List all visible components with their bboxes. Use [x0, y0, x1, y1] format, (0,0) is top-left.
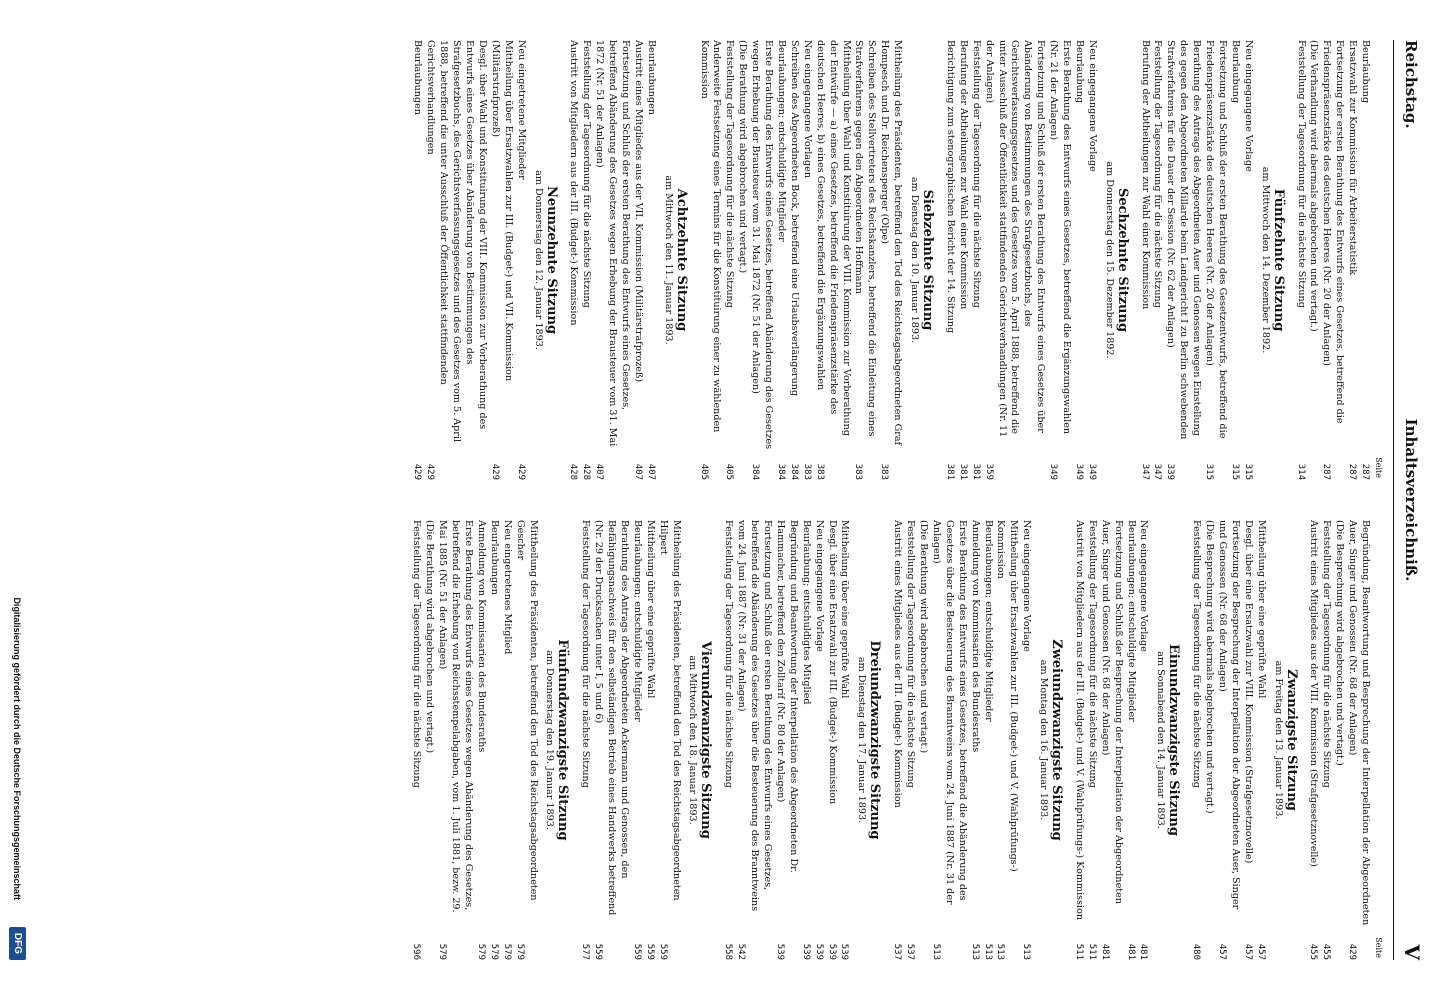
entry-page: 513: [995, 943, 1006, 960]
entry-page: 429: [1347, 943, 1358, 960]
entry-page: 513: [969, 943, 980, 960]
toc-entry: [969, 40, 982, 480]
entry-page: 596: [411, 943, 422, 960]
section-date: am Freitag den 13. Januar 1893.: [1272, 660, 1284, 820]
entry-text: Beurlaubungen: [488, 520, 500, 595]
entry-page: 539: [839, 943, 850, 960]
page-header: [1393, 40, 1424, 960]
toc-entry: [929, 520, 968, 960]
entry-text: Neu eingetretenes Mitglied: [501, 520, 513, 655]
toc-entry: [579, 40, 592, 480]
entry-page: 349: [1073, 463, 1084, 480]
toc-entry: [1202, 520, 1215, 960]
toc-entry: [1241, 520, 1254, 960]
section-date: am Dienstag den 17. Januar 1893.: [856, 656, 868, 824]
entry-text: Berathung des Antrags der Abgeordneten Ackermann und Genossen, den Befähigungsnachweis für den selbständigen Betrieb eines Handwerks betreffend (Nr. 29 der Drucksachen unter I, 5 und 6): [593, 520, 630, 916]
toc-entry: [774, 40, 787, 480]
toc-entry: [1319, 520, 1332, 960]
entry-page: 513: [930, 943, 941, 960]
entry-page: 287: [1321, 463, 1332, 480]
digitization-footer: [6, 40, 26, 960]
toc-entry: [813, 40, 852, 480]
toc-entry: [1215, 520, 1241, 960]
toc-column-right: [409, 520, 1384, 960]
toc-entry: [825, 520, 838, 960]
entry-text: Fortsetzung und Schluß der ersten Berathung des Gesetzentwurfs, betreffend die Friedenspräsenzstärke des deutschen Heeres (Nr. 20 der Anlagen): [1204, 40, 1229, 439]
entry-page: 511: [1086, 943, 1097, 960]
toc-entry: [1345, 520, 1371, 960]
entry-page: 455: [1321, 943, 1332, 960]
toc-entry: [1072, 40, 1085, 480]
entry-page: 579: [437, 943, 448, 960]
section-heading: Fünfzehnte Sitzung: [1270, 188, 1286, 332]
entry-page: 428: [581, 463, 592, 480]
entry-text: (Die Berathung wird abgebrochen und vertagt.): [737, 40, 749, 274]
entry-page: 457: [1242, 943, 1253, 960]
toc-entry: [773, 520, 799, 960]
entry-page: 559: [644, 943, 655, 960]
entry-text: Anmeldung von Kommissarien des Bundesraths: [475, 520, 487, 753]
toc-entry: [721, 520, 734, 960]
toc-entry: [1241, 40, 1254, 480]
toc-entry: [1254, 520, 1267, 960]
entry-page: 381: [957, 463, 968, 480]
entry-text: Mittheilung über eine geprüfte Wahl: [839, 520, 851, 699]
section-date: am Dienstag den 10. Januar 1893.: [909, 176, 921, 344]
toc-entry: [734, 520, 773, 960]
entry-page: 287: [1360, 463, 1371, 480]
entry-text: Erste Berathung des Entwurfs eines Gesetzes, betreffend die Ergänzungswahlen (Nr. 21 der Anlagen): [1048, 40, 1073, 435]
section-heading: Vierundzwanzigste Sitzung: [698, 641, 714, 839]
entry-text: Feststellung der Tagesordnung für die nächste Sitzung: [724, 40, 736, 308]
entry-page: 383: [879, 463, 890, 480]
header-left: Reichstag.: [1402, 40, 1420, 129]
entry-text: Feststellung der Tagesordnung für die nächste Sitzung: [1321, 520, 1333, 788]
toc-entry: [435, 520, 474, 960]
entry-text: Mittheilung über eine geprüfte Wahl: [644, 520, 656, 699]
section-date: am Mittwoch den 14. Dezember 1892.: [1259, 166, 1271, 354]
footer-text: Digitalisierung gefördert durch die Deutsche Forschungsgemeinschaft: [12, 597, 22, 900]
entry-page: 429: [489, 463, 500, 480]
toc-entry: [903, 520, 916, 960]
section-date: am Mittwoch den 11. Januar 1893.: [662, 175, 674, 345]
entry-page: 455: [1308, 943, 1319, 960]
entry-text: (Die Berathung wird abgebrochen und vertagt.): [424, 520, 436, 754]
toc-entry: [1098, 520, 1124, 960]
entry-text: Beurlaubung: [1360, 40, 1372, 104]
toc-entry: [513, 520, 539, 960]
entry-page: 339: [1165, 463, 1176, 480]
toc-entry: [735, 40, 748, 480]
toc-entry: [1332, 520, 1345, 960]
entry-page: 349: [1086, 463, 1097, 480]
entry-text: Austritt eines Mitgliedes aus der VIII. Kommission (Strafgesetznovelle): [1308, 520, 1320, 867]
entry-text: Fortsetzung der Besprechung der Interpellation der Abgeordneten Auer, Singer und Genossen (Nr. 68 der Anlagen): [1217, 520, 1241, 910]
entry-text: Erste Berathung des Entwurfs eines Gesetzes wegen Abänderung des Gesetzes, betreffend die Erhebung von Reichsstempelabgaben, vom 1. Juli 1881, bezw. 29. Mai 1885 (Nr. 51 der Anlagen): [437, 520, 474, 913]
entry-page: 579: [514, 943, 525, 960]
section-date: am Donnerstag den 19. Januar 1893.: [544, 650, 556, 830]
entry-text: Beurlaubungen: [412, 40, 424, 115]
toc-entry: [656, 520, 682, 960]
entry-text: Beurlaubung; entschuldigtes Mitglied: [800, 520, 812, 705]
toc-entry: [411, 40, 424, 480]
entry-text: Fortsetzung und Schluß der ersten Berathung des Entwurfs eines Gesetzes über Abänderung von Bestimmungen des Strafgesetzbuchs, des Gerichtsverfassungsgesetzes und des Gesetzes vom 5. April 1888, betreffend die unter Ausschluß der Öffentlichkeit stattfindenden Gerichtsverhandlungen (Nr. 11 der Anlagen): [983, 40, 1047, 438]
section-heading: Siebzehnte Sitzung: [920, 189, 935, 331]
entry-text: Schreiben des Stellvertreters des Reichskanzlers, betreffend die Einleitung eines Strafverfahrens gegen den Abgeordneten Hoffmann: [853, 40, 878, 437]
page-number: V: [1400, 944, 1424, 960]
entry-page: 405: [724, 463, 735, 480]
entry-text: Anmeldung von Kommissarien des Bundesraths: [969, 520, 981, 753]
entry-page: 481: [1099, 943, 1110, 960]
section-date: am Sonnabend den 14. Januar 1893.: [1155, 651, 1167, 829]
entry-text: Neu eingegangene Vorlage: [1242, 40, 1254, 172]
entry-text: Beurlaubungen: [645, 40, 657, 115]
toc-entry: [422, 520, 435, 960]
entry-page: 559: [593, 943, 604, 960]
entry-text: Beurlaubung: [1073, 40, 1085, 104]
entry-page: 559: [631, 943, 642, 960]
toc-entry: [994, 520, 1020, 960]
entry-page: 349: [1048, 463, 1059, 480]
section-heading: Achtzehnte Sitzung: [673, 188, 689, 332]
entry-page: 481: [1138, 943, 1149, 960]
toc-entry: [630, 520, 643, 960]
toc-entry: [916, 520, 929, 960]
entry-text: Feststellung der Tagesordnung für die nächste Sitzung: [1086, 520, 1098, 788]
toc-entry: [592, 40, 631, 480]
toc-entry: [1164, 40, 1203, 480]
entry-page: 429: [412, 463, 423, 480]
entry-text: Austritt von Mitgliedern aus der III. (Budget-) Kommission: [568, 40, 580, 326]
entry-text: Beurlaubungen; entschuldigte Mitglieder: [982, 520, 994, 722]
entry-text: Desgl. über eine Ersatzwahl zur VIII. Kommission (Strafgesetznovelle): [1242, 520, 1254, 864]
toc-entry: [1124, 520, 1137, 960]
entry-text: (Die Besprechung wird abgebrochen und vertagt.): [1334, 520, 1346, 766]
entry-text: Feststellung der Tagesordnung für die nächste Sitzung: [905, 520, 917, 788]
seite-label: Seite: [1374, 937, 1383, 958]
entry-page: 457: [1255, 943, 1266, 960]
entry-text: Fortsetzung und Schluß der ersten Berathung des Entwurfs eines Gesetzes, betreffend Abänderung des Gesetzes wegen Erhebung der Brausteuer vom 31. Mai 1872 (Nr. 51 der Anlagen): [594, 40, 632, 447]
toc-entry: [1137, 520, 1150, 960]
entry-text: Begründung, Beantwortung und Besprechung der Interpellation der Abgeordneten Auer, Singer und Genossen (Nr. 68 der Anlagen): [1347, 520, 1372, 926]
toc-entry: [1202, 40, 1228, 480]
toc-column-left: [411, 40, 1384, 480]
toc-entry: [697, 40, 723, 480]
entry-text: Austritt eines Mitgliedes aus der VII. Kommission (Militärstrafprozeß): [632, 40, 644, 383]
entry-page: 384: [776, 463, 787, 480]
toc-entry: [1307, 520, 1320, 960]
entry-text: Berufung der Abtheilungen zur Wahl einer Kommission: [1139, 40, 1151, 310]
entry-page: 407: [645, 463, 656, 480]
entry-page: 537: [905, 943, 916, 960]
toc-entry: [1138, 40, 1151, 480]
toc-entry: [787, 40, 800, 480]
toc-entry: [488, 40, 514, 480]
toc-entry: [500, 520, 513, 960]
section-heading: Sechzehnte Sitzung: [1114, 187, 1130, 333]
entry-text: Fortsetzung der ersten Berathung des Entwurfs eines Gesetzes, betreffend die Friedenspräsenzstärke des deutschen Heeres (Nr. 20 der Anlagen): [1321, 40, 1346, 424]
entry-page: 381: [970, 463, 981, 480]
entry-page: 315: [1204, 463, 1215, 480]
entry-text: Austritt von Mitgliedern aus der III. (Budget-) und V. (Wahlprüfungs-) Kommission: [1073, 520, 1085, 921]
entry-page: 429: [515, 463, 526, 480]
entry-text: Mittheilung über eine geprüfte Wahl: [1255, 520, 1267, 699]
toc-entry: [1189, 520, 1202, 960]
entry-text: Austritt eines Mitgliedes aus der III. (Budget-) Kommission: [892, 520, 904, 808]
toc-entry: [943, 40, 956, 480]
entry-page: 383: [814, 463, 825, 480]
toc-entry: [800, 40, 813, 480]
section-date: am Montag den 16. Januar 1893.: [1038, 659, 1050, 821]
toc-entry: [723, 40, 736, 480]
toc-entry: [1294, 40, 1307, 480]
rotated-page: [12, 0, 1432, 1000]
section-heading: Neunzehnte Sitzung: [543, 185, 559, 335]
entry-page: 577: [580, 943, 591, 960]
entry-page: 579: [501, 943, 512, 960]
entry-page: 558: [723, 943, 734, 960]
entry-page: 429: [425, 463, 436, 480]
entry-text: Anderweite Festsetzung eines Termins für die Konstituirung einer zu wählenden Kommission: [698, 40, 723, 433]
entry-page: 428: [568, 463, 579, 480]
entry-text: Mittheilung über Wahl und Konstituirung der VIII. Kommission zur Vorberathung der Entwürfe — a) eines Gesetzes, betreffend die Friedenspräsenzstärke des deutschen Heeres, b) eines Gesetzes, betreffend die Ergänzungswahlen: [814, 40, 852, 436]
toc-entry: [631, 40, 644, 480]
seite-label: Seite: [1374, 457, 1383, 478]
entry-text: Feststellung der Tagesordnung für die nächste Sitzung: [1191, 520, 1203, 788]
entry-text: Berathung des Antrags des Abgeordneten Auer und Genossen wegen Einstellung des gegen den Abgeordneten Millarde beim Landgericht I zu Berlin schwebenden Strafverfahrens für die Dauer der Session (Nr. 62 der Anlagen): [1165, 40, 1203, 440]
toc-entry: [643, 520, 656, 960]
toc-entry: [968, 520, 981, 960]
toc-entry: [1151, 40, 1164, 480]
entry-text: Beurlaubung: [1229, 40, 1241, 104]
entry-text: Begründung und Beantwortung der Interpellation des Abgeordneten Dr. Hammacher, betreffend den Zolltarif (Nr. 80 der Anlagen): [774, 520, 799, 873]
entry-text: Mittheilung des Präsidenten, betreffend den Tod des Reichstagsabgeordneten Graf Hompesch und Dr. Reichensperger (Olpe): [879, 40, 904, 446]
toc-entry: [487, 520, 500, 960]
entry-text: Feststellung der Tagesordnung für die nächste Sitzung: [411, 520, 423, 788]
section-heading: Fünfundzwanzigste Sitzung: [555, 639, 571, 841]
entry-text: (Die Besprechung wird abermals abgebrochen und vertagt.): [1204, 520, 1216, 814]
entry-page: 287: [1347, 463, 1358, 480]
entry-text: Berichtigung zum stenographischen Bericht der 14. Sitzung: [944, 40, 956, 334]
entry-text: Feststellung der Tagesordnung für die nächste Sitzung: [580, 520, 592, 788]
toc-entry: [1019, 520, 1032, 960]
toc-entry: [409, 520, 422, 960]
toc-entry: [591, 520, 630, 960]
entry-page: 315: [1242, 463, 1253, 480]
entry-page: 539: [813, 943, 824, 960]
entry-text: (Die Berathung wird abgebrochen und vertagt.): [918, 520, 929, 754]
toc-entry: [567, 40, 580, 480]
entry-text: (Die Verhandlung wird abermals abgebrochen und vertagt.): [1308, 40, 1320, 332]
toc-entry: [982, 40, 1047, 480]
entry-text: Beurlaubungen; entschuldigte Mitglieder: [776, 40, 788, 242]
entry-text: Feststellung der Tagesordnung für die nächste Sitzung: [1152, 40, 1164, 308]
entry-text: Desgl. über Wahl und Konstituirung der VIII. Kommission zur Vorberathung des Entwurfs eines Gesetzes über Abänderung von Bestimmungen des Strafgesetzbuchs, des Gerichtsverfassungsgesetzes und des Gesetzes vom 5. April 1888, betreffend die unter Ausschluß der Öffentlichkeit stattfindenden Gerichtsverhandlungen: [425, 40, 488, 443]
toc-entry: [799, 520, 812, 960]
toc-entry: [1319, 40, 1345, 480]
toc-entry: [981, 520, 994, 960]
entry-text: Mittheilung des Präsidenten, betreffend den Tod des Reichstagsabgeordneten Hilpert: [657, 520, 682, 901]
entry-page: 407: [632, 463, 643, 480]
entry-text: Neu eingegangene Vorlage: [813, 520, 825, 652]
entry-page: 539: [774, 943, 785, 960]
section-date: am Donnerstag den 12. Januar 1893.: [532, 170, 544, 350]
entry-text: Neu eingetretene Mitglieder: [515, 40, 527, 180]
entry-page: 480: [1191, 943, 1202, 960]
toc-entry: [812, 520, 825, 960]
entry-page: 542: [736, 943, 747, 960]
entry-text: Mittheilung des Präsidenten, betreffend den Tod des Reichstagsabgeordneten Gescher: [514, 520, 539, 901]
entry-page: 384: [750, 463, 761, 480]
entry-page: 579: [488, 943, 499, 960]
entry-page: 347: [1139, 463, 1150, 480]
toc-entry: [852, 40, 878, 480]
toc-entry: [644, 40, 657, 480]
entry-page: 381: [944, 463, 955, 480]
toc-entry: [1085, 520, 1098, 960]
toc-entry: [877, 40, 903, 480]
entry-text: Neu eingegangene Vorlage: [1138, 520, 1150, 652]
entry-page: 383: [801, 463, 812, 480]
entry-page: 347: [1152, 463, 1163, 480]
dfg-logo: DFG: [9, 927, 26, 960]
entry-text: Erste Berathung des Entwurfs eines Gesetzes, betreffend die Abänderung des Gesetzes über die Besteuerung des Branntweins vom 24. Juni 1887 (Nr. 31 der Anlagen): [930, 520, 968, 905]
section-heading: Zweiundzwanzigste Sitzung: [1049, 639, 1065, 841]
entry-page: 407: [594, 463, 605, 480]
entry-page: 579: [475, 943, 486, 960]
section-heading: Zwanzigste Sitzung: [1283, 669, 1299, 811]
entry-text: Mittheilung über Ersatzwahlen zur III. (Budget-) und VII. Kommission (Militärstrafprozeß): [489, 40, 514, 382]
entry-page: 559: [657, 943, 668, 960]
entry-text: Neu eingegangene Vorlage: [1021, 520, 1033, 652]
toc-entry: [956, 40, 969, 480]
toc-entry: [1345, 40, 1358, 480]
entry-text: Feststellung der Tagesordnung für die nächste Sitzung: [723, 520, 735, 788]
entry-text: Neu eingegangene Vorlage: [1086, 40, 1098, 172]
toc-entry: [838, 520, 851, 960]
entry-page: 314: [1295, 463, 1306, 480]
header-title: Inhaltsverzeichniß.: [1402, 418, 1420, 582]
entry-text: Beurlaubungen; entschuldigte Mitglieder: [631, 520, 643, 722]
entry-page: 513: [1021, 943, 1032, 960]
toc-entry: [1046, 40, 1072, 480]
entry-text: Schreiben des Abgeordneten Bock, betreffend eine Urlaubsverlängerung: [788, 40, 800, 397]
entry-text: Feststellung der Tagesordnung für die nächste Sitzung: [970, 40, 982, 308]
entry-page: 537: [892, 943, 903, 960]
entry-page: 384: [788, 463, 799, 480]
section-heading: Einundzwanzigste Sitzung: [1166, 644, 1182, 836]
entry-page: 539: [800, 943, 811, 960]
entry-text: Berufung der Abtheilungen zur Wahl einer Kommission: [957, 40, 969, 310]
entry-page: 405: [698, 463, 709, 480]
entry-text: Desgl. über eine Ersatzwahl zur III. (Budget-) Kommission: [826, 520, 838, 805]
entry-page: 315: [1229, 463, 1240, 480]
entry-page: 513: [982, 943, 993, 960]
toc-entry: [423, 40, 488, 480]
toc-entry: [1307, 40, 1320, 480]
entry-text: Erste Berathung des Entwurfs eines Gesetzes, betreffend Abänderung des Gesetzes wegen Erhebung der Brausteuer vom 31. Mai 1872 (Nr. 51 der Anlagen): [750, 40, 775, 450]
entry-text: Neu eingegangene Vorlagen: [801, 40, 813, 179]
toc-entry: [474, 520, 487, 960]
section-date: am Donnerstag den 15. Dezember 1892.: [1103, 161, 1115, 359]
toc-entry: [578, 520, 591, 960]
section-heading: Dreiundzwanzigste Sitzung: [867, 640, 883, 840]
toc-entry: [1358, 40, 1371, 480]
toc-entry: [1072, 520, 1085, 960]
entry-text: Ersatzwahl zur Kommission für Arbeiterstatistik: [1347, 40, 1359, 276]
toc-entry: [514, 40, 527, 480]
toc-entry: [1085, 40, 1098, 480]
entry-page: 359: [983, 463, 994, 480]
entry-page: 383: [853, 463, 864, 480]
entry-text: Fortsetzung und Schluß der Besprechung der Interpellation der Abgeordneten Auer, Singer und Genossen (Nr. 68 der Anlagen): [1099, 520, 1124, 904]
entry-text: Beurlaubungen; entschuldigte Mitglieder: [1125, 520, 1137, 722]
toc-entry: [890, 520, 903, 960]
entry-text: Mittheilung über Ersatzwahlen zur III. (Budget-) und V. (Wahlprüfungs-) Kommission: [995, 520, 1020, 872]
entry-page: 511: [1073, 943, 1084, 960]
entry-page: 481: [1125, 943, 1136, 960]
entry-page: 539: [826, 943, 837, 960]
entry-text: Feststellung der Tagesordnung für die nächste Sitzung: [1295, 40, 1307, 308]
toc-entry: [1228, 40, 1241, 480]
entry-text: Fortsetzung und Schluß der ersten Berathung des Entwurfs eines Gesetzes, betreffend die Abänderung des Gesetzes über die Besteuerung des Branntweins vom 24. Juni 1887 (Nr. 31 der Anlagen): [736, 520, 774, 912]
entry-text: Feststellung der Tagesordnung für die nächste Sitzung: [581, 40, 593, 308]
toc-entry: [748, 40, 774, 480]
entry-page: 457: [1217, 943, 1228, 960]
section-date: am Mittwoch den 18. Januar 1893.: [687, 655, 699, 825]
